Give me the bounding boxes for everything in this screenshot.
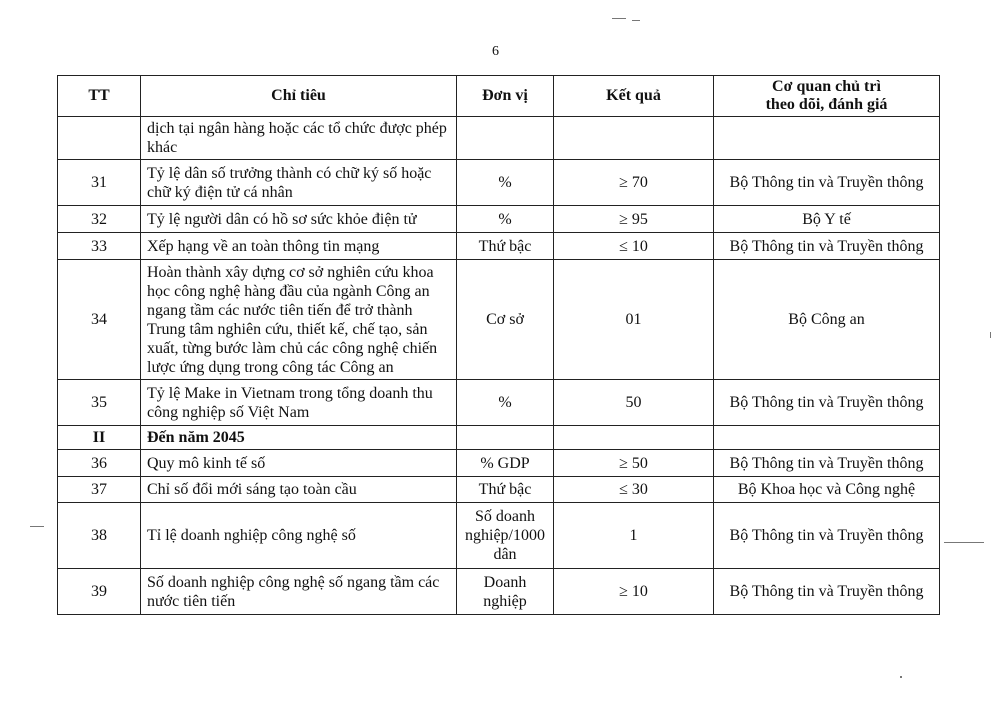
row-unit: Số doanh nghiệp/1000 dân xyxy=(457,503,554,569)
row-agency: Bộ Thông tin và Truyền thông xyxy=(714,450,940,477)
scan-speck xyxy=(900,676,902,678)
row-no xyxy=(58,117,141,160)
row-agency: Bộ Thông tin và Truyền thông xyxy=(714,380,940,426)
row-agency: Bộ Thông tin và Truyền thông xyxy=(714,160,940,206)
row-unit: % GDP xyxy=(457,450,554,477)
table-row xyxy=(58,117,940,160)
row-result xyxy=(554,117,714,160)
row-agency: Bộ Thông tin và Truyền thông xyxy=(714,569,940,615)
row-agency: Bộ Y tế xyxy=(714,206,940,233)
row-indicator: Xếp hạng về an toàn thông tin mạng xyxy=(141,233,457,260)
row-result: ≤ 10 xyxy=(554,233,714,260)
row-unit: % xyxy=(457,206,554,233)
row-result: ≥ 95 xyxy=(554,206,714,233)
row-no: 32 xyxy=(58,206,141,233)
row-indicator: Hoàn thành xây dựng cơ sở nghiên cứu khoa học công nghệ hàng đầu của ngành Công an ngang tầm các nước tiên tiến để trở thành Trung tâm nghiên cứu, thiết kế, chế tạo, sản xuất, từng bước làm chủ các công nghệ chiến lược ứng dụng trong công tác Công an xyxy=(141,260,457,380)
row-no: 33 xyxy=(58,233,141,260)
table-row xyxy=(58,233,940,260)
row-result: 01 xyxy=(554,260,714,380)
row-no: 38 xyxy=(58,503,141,569)
scan-speck xyxy=(944,542,984,543)
header-agency-line2: theo dõi, đánh giá xyxy=(765,96,888,113)
table-header-row xyxy=(58,76,940,117)
table-row xyxy=(58,206,940,233)
row-unit xyxy=(457,426,554,450)
row-indicator: Tỷ lệ dân số trưởng thành có chữ ký số hoặc chữ ký điện tử cá nhân xyxy=(141,160,457,206)
table-row xyxy=(58,569,940,615)
row-unit: Cơ sở xyxy=(457,260,554,380)
row-agency: Bộ Thông tin và Truyền thông xyxy=(714,503,940,569)
row-unit: % xyxy=(457,380,554,426)
row-unit: % xyxy=(457,160,554,206)
row-indicator: Tỷ lệ Make in Vietnam trong tổng doanh thu công nghiệp số Việt Nam xyxy=(141,380,457,426)
table-row xyxy=(58,160,940,206)
row-result: ≥ 10 xyxy=(554,569,714,615)
scan-speck xyxy=(30,526,44,527)
scan-speck xyxy=(632,20,640,21)
header-agency xyxy=(714,76,940,117)
table-row xyxy=(58,503,940,569)
section-no: II xyxy=(58,426,141,450)
section-title: Đến năm 2045 xyxy=(141,426,457,450)
scan-speck xyxy=(990,332,991,338)
row-no: 31 xyxy=(58,160,141,206)
row-no: 39 xyxy=(58,569,141,615)
header-unit: Đơn vị xyxy=(457,76,554,117)
header-indicator: Chỉ tiêu xyxy=(141,76,457,117)
row-unit: Doanh nghiệp xyxy=(457,569,554,615)
row-result: ≥ 50 xyxy=(554,450,714,477)
row-unit: Thứ bậc xyxy=(457,477,554,503)
row-result: 50 xyxy=(554,380,714,426)
row-agency xyxy=(714,117,940,160)
header-no: TT xyxy=(58,76,141,117)
table-row xyxy=(58,477,940,503)
indicator-table xyxy=(57,75,940,615)
row-agency: Bộ Khoa học và Công nghệ xyxy=(714,477,940,503)
row-no: 37 xyxy=(58,477,141,503)
header-agency-line1: Cơ quan chủ trì xyxy=(772,78,881,95)
row-result: 1 xyxy=(554,503,714,569)
table-row xyxy=(58,450,940,477)
row-unit xyxy=(457,117,554,160)
row-result xyxy=(554,426,714,450)
row-indicator: dịch tại ngân hàng hoặc các tổ chức được phép khác xyxy=(141,117,457,160)
row-indicator: Tỉ lệ doanh nghiệp công nghệ số xyxy=(141,503,457,569)
section-row xyxy=(58,426,940,450)
row-agency: Bộ Thông tin và Truyền thông xyxy=(714,233,940,260)
row-agency: Bộ Công an xyxy=(714,260,940,380)
row-unit: Thứ bậc xyxy=(457,233,554,260)
header-result: Kết quả xyxy=(554,76,714,117)
table-row xyxy=(58,380,940,426)
page-number: 6 xyxy=(492,44,499,59)
row-no: 34 xyxy=(58,260,141,380)
row-indicator: Số doanh nghiệp công nghệ số ngang tầm các nước tiên tiến xyxy=(141,569,457,615)
row-agency xyxy=(714,426,940,450)
row-result: ≤ 30 xyxy=(554,477,714,503)
row-indicator: Chỉ số đổi mới sáng tạo toàn cầu xyxy=(141,477,457,503)
row-no: 35 xyxy=(58,380,141,426)
row-indicator: Tỷ lệ người dân có hồ sơ sức khỏe điện tử xyxy=(141,206,457,233)
table-row xyxy=(58,260,940,380)
row-result: ≥ 70 xyxy=(554,160,714,206)
row-indicator: Quy mô kinh tế số xyxy=(141,450,457,477)
row-no: 36 xyxy=(58,450,141,477)
scan-speck xyxy=(612,18,626,19)
